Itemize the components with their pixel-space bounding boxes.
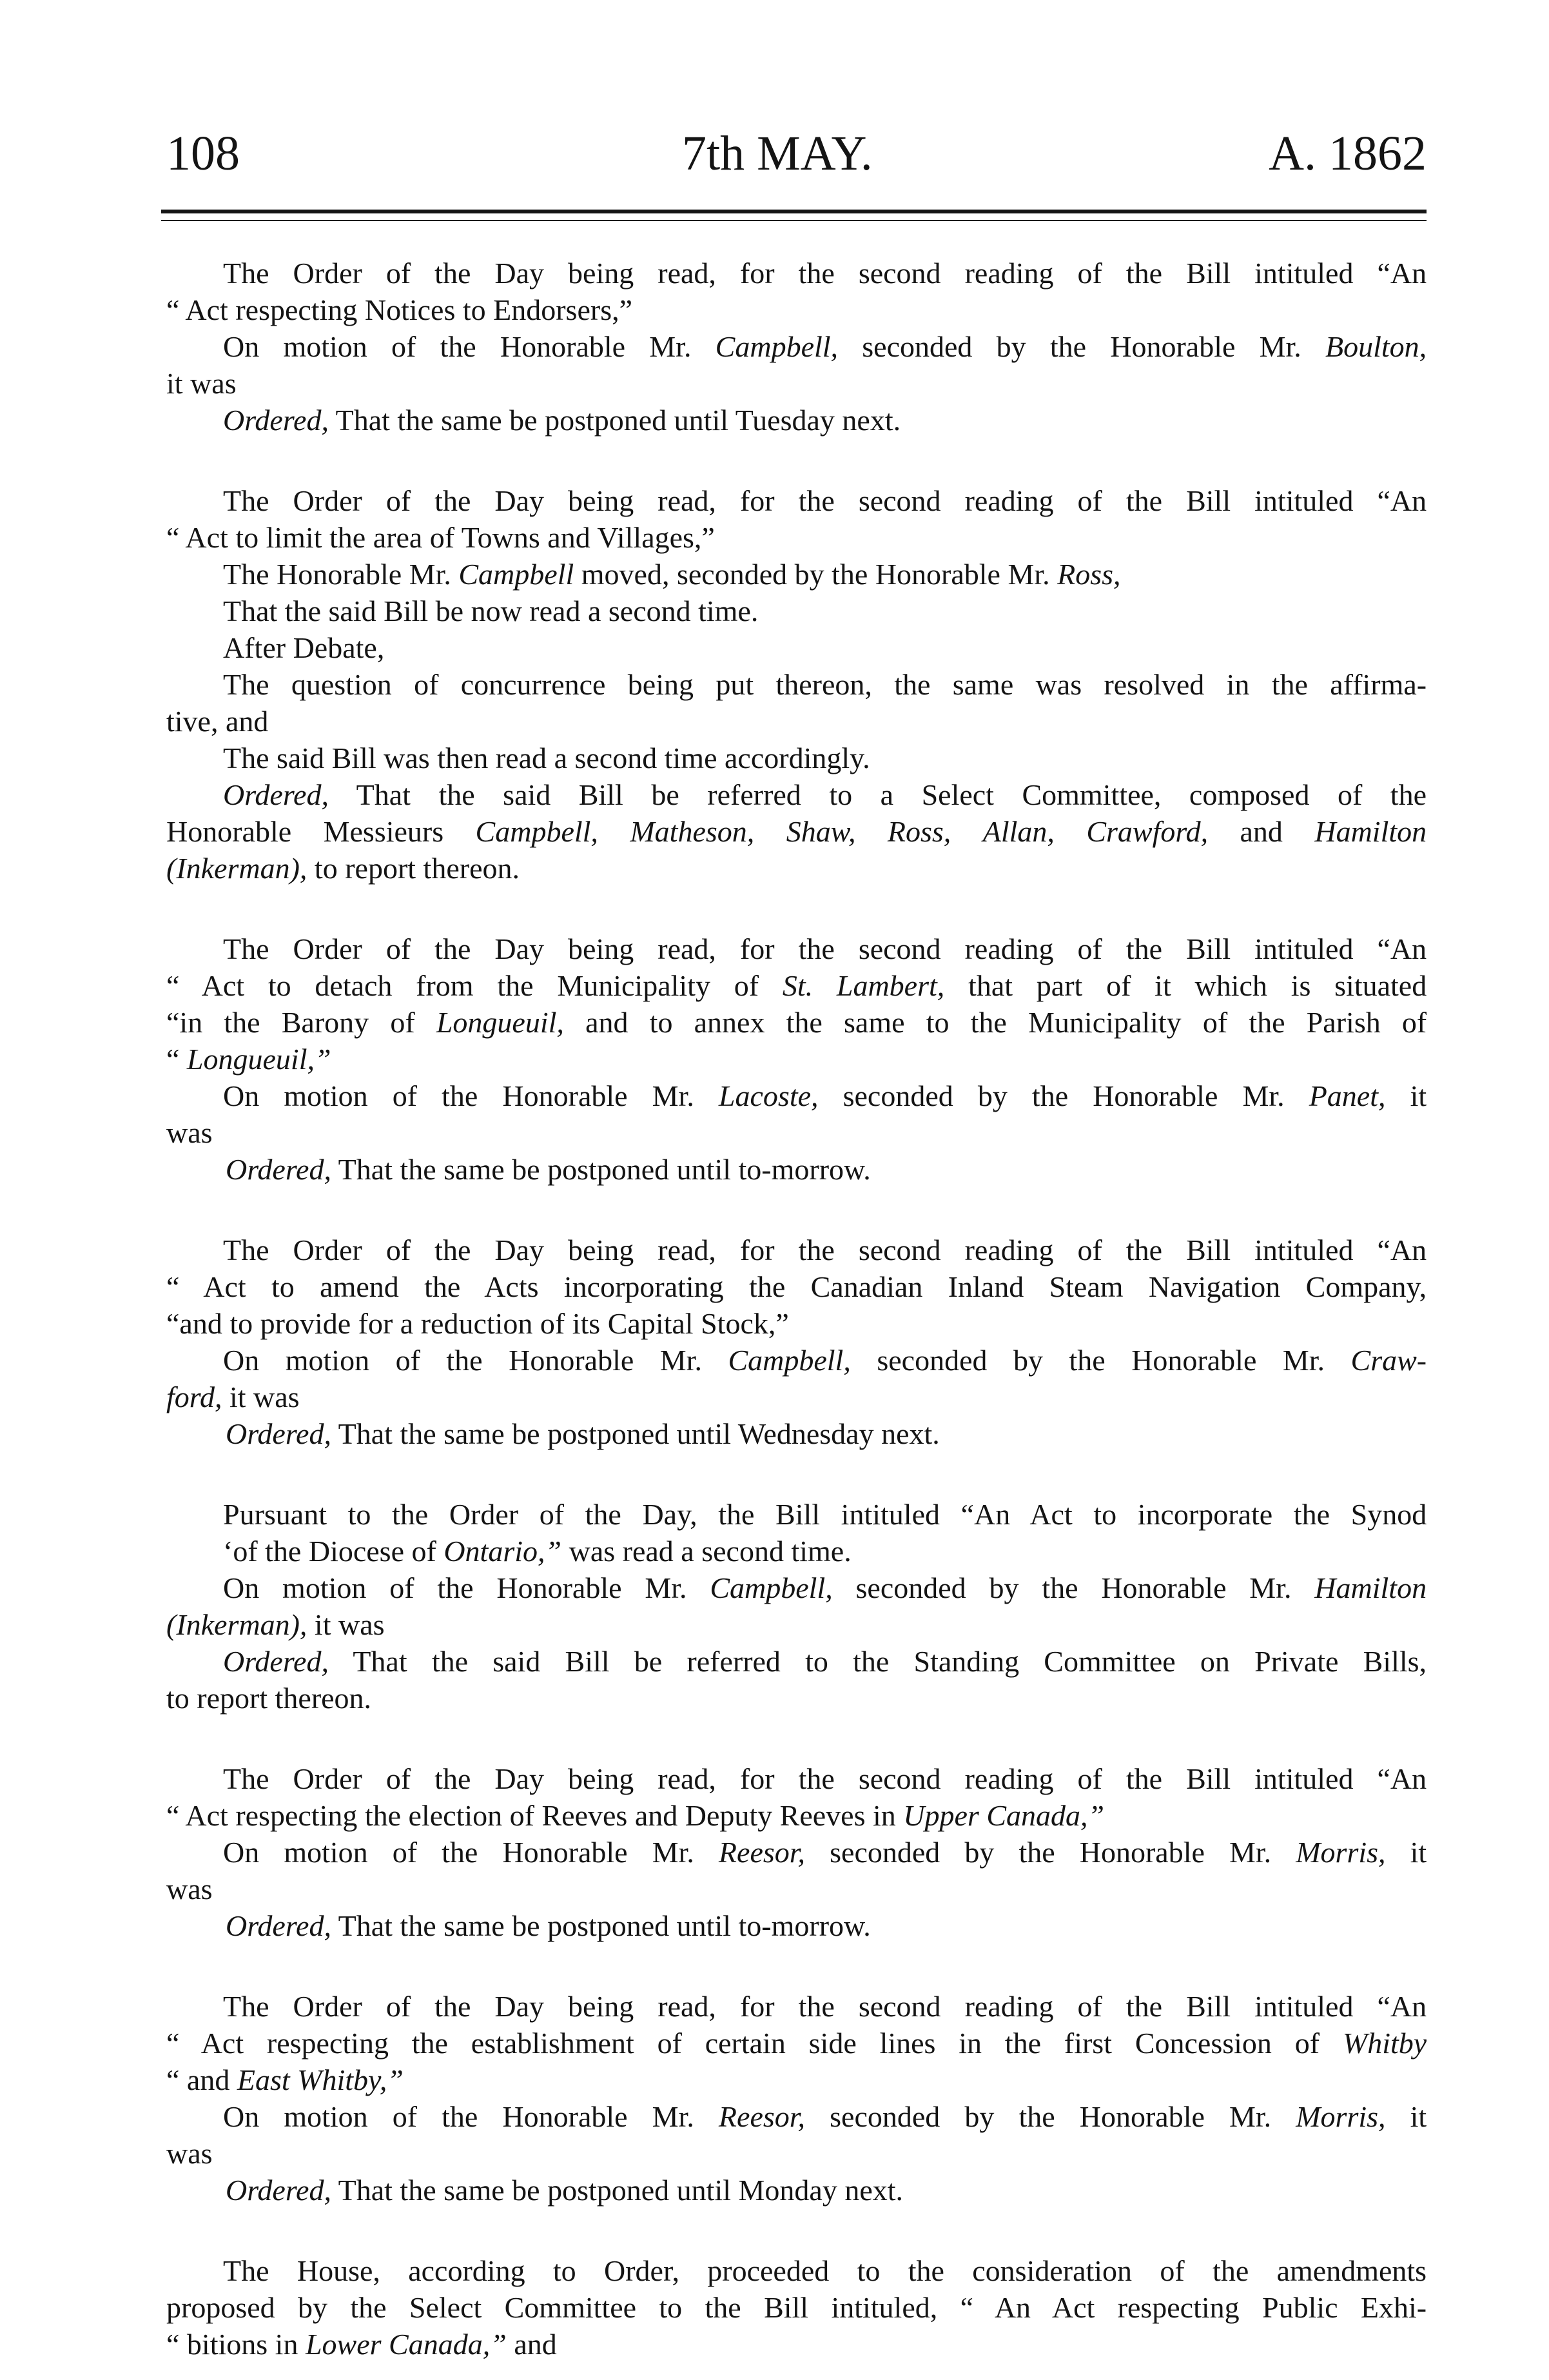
header-rule-thick bbox=[161, 210, 1427, 213]
text-line: “and to provide for a reduction of its Capital Stock,” bbox=[166, 1307, 789, 1340]
journal-entry bbox=[166, 1988, 1427, 2208]
text-line: was bbox=[166, 1873, 213, 1905]
text-line: The Order of the Day being read, for the second reading of the Bill intituled “An bbox=[223, 932, 1427, 965]
text-line: On motion of the Honorable Mr. Lacoste, seconded by the Honorable Mr. Panet, it bbox=[223, 1079, 1427, 1112]
text-line: The Order of the Day being read, for the second reading of the Bill intituled “An bbox=[223, 1762, 1427, 1795]
text-line: (Inkerman), it was bbox=[166, 1608, 385, 1641]
text-line: On motion of the Honorable Mr. Campbell, seconded by the Honorable Mr. Hamilton bbox=[223, 1571, 1427, 1604]
text-line: Ordered, That the said Bill be referred to the Standing Committee on Private Bills, bbox=[223, 1645, 1427, 1678]
page-number: 108 bbox=[166, 126, 240, 181]
text-line: “ and East Whitby,” bbox=[166, 2063, 404, 2096]
journal-entry bbox=[166, 1232, 1427, 1452]
text-line: The Honorable Mr. Campbell moved, seconded by the Honorable Mr. Ross, bbox=[223, 558, 1121, 591]
text-line: proposed by the Select Committee to the Bill intituled, “ An Act respecting Public Exhi- bbox=[166, 2291, 1427, 2324]
text-line: That the said Bill be now read a second time. bbox=[223, 595, 759, 627]
journal-entry bbox=[166, 482, 1427, 887]
journal-entry bbox=[166, 1496, 1427, 1716]
text-line: Ordered, That the same be postponed until to-morrow. bbox=[226, 1153, 871, 1186]
text-line: On motion of the Honorable Mr. Reesor, seconded by the Honorable Mr. Morris, it bbox=[223, 1836, 1427, 1869]
text-line: Ordered, That the same be postponed until Monday next. bbox=[226, 2174, 904, 2207]
text-line: “ Longueuil,” bbox=[166, 1043, 331, 1076]
text-line: was bbox=[166, 1116, 213, 1149]
text-line: The House, according to Order, proceeded to the consideration of the amendments bbox=[223, 2254, 1427, 2287]
text-line: Honorable Messieurs Campbell, Matheson, Shaw, Ross, Allan, Crawford, and Hamilton bbox=[166, 815, 1427, 848]
text-line: On motion of the Honorable Mr. Campbell, seconded by the Honorable Mr. Boulton, bbox=[223, 330, 1427, 363]
text-line: The Order of the Day being read, for the second reading of the Bill intituled “An bbox=[223, 257, 1427, 290]
text-line: “ Act respecting Notices to Endorsers,” bbox=[166, 293, 633, 326]
text-line: On motion of the Honorable Mr. Reesor, seconded by the Honorable Mr. Morris, it bbox=[223, 2100, 1427, 2133]
journal-body bbox=[166, 255, 1427, 2363]
journal-entry bbox=[166, 255, 1427, 438]
text-line: “in the Barony of Longueuil, and to annex the same to the Municipality of the Parish of bbox=[166, 1006, 1427, 1039]
header-rule-thin bbox=[161, 220, 1427, 221]
journal-entry bbox=[166, 2252, 1427, 2363]
text-line: The Order of the Day being read, for the second reading of the Bill intituled “An bbox=[223, 1990, 1427, 2023]
text-line: After Debate, bbox=[223, 631, 385, 664]
page-date: 7th MAY. bbox=[682, 126, 873, 181]
text-line: Ordered, That the same be postponed until Tuesday next. bbox=[223, 404, 901, 437]
text-line: ford, it was bbox=[166, 1381, 300, 1413]
text-line: Pursuant to the Order of the Day, the Bill intituled “An Act to incorporate the Synod bbox=[223, 1498, 1427, 1531]
text-line: was bbox=[166, 2137, 213, 2170]
text-line: “ Act to amend the Acts incorporating the Canadian Inland Steam Navigation Company, bbox=[166, 1270, 1427, 1303]
text-line: Ordered, That the same be postponed until to-morrow. bbox=[226, 1909, 871, 1942]
journal-entry bbox=[166, 930, 1427, 1188]
journal-entry bbox=[166, 1760, 1427, 1944]
text-line: “ Act respecting the election of Reeves and Deputy Reeves in Upper Canada,” bbox=[166, 1799, 1105, 1832]
text-line: “ Act respecting the establishment of certain side lines in the first Concession of Whitby bbox=[166, 2027, 1427, 2060]
text-line: it was bbox=[166, 367, 237, 400]
text-line: to report thereon. bbox=[166, 1682, 372, 1715]
text-line: (Inkerman), to report thereon. bbox=[166, 852, 520, 885]
text-line: tive, and bbox=[166, 705, 269, 738]
text-line: “ Act to detach from the Municipality of St. Lambert, that part of it which is situated bbox=[166, 969, 1427, 1002]
text-line: The question of concurrence being put thereon, the same was resolved in the affirma- bbox=[223, 668, 1427, 701]
text-line: On motion of the Honorable Mr. Campbell, seconded by the Honorable Mr. Craw- bbox=[223, 1344, 1427, 1377]
text-line: “ bitions in Lower Canada,” and bbox=[166, 2328, 557, 2361]
text-line: The Order of the Day being read, for the second reading of the Bill intituled “An bbox=[223, 484, 1427, 517]
page-year: A. 1862 bbox=[1269, 126, 1427, 181]
text-line: “ Act to limit the area of Towns and Villages,” bbox=[166, 521, 715, 554]
text-line: ‘of the Diocese of Ontario,” was read a second time. bbox=[223, 1535, 852, 1568]
text-line: Ordered, That the said Bill be referred to a Select Committee, composed of the bbox=[223, 778, 1427, 811]
page-header bbox=[166, 113, 1427, 190]
text-line: The Order of the Day being read, for the second reading of the Bill intituled “An bbox=[223, 1234, 1427, 1266]
text-line: The said Bill was then read a second time accordingly. bbox=[223, 742, 870, 774]
text-line: Ordered, That the same be postponed until Wednesday next. bbox=[226, 1417, 940, 1450]
